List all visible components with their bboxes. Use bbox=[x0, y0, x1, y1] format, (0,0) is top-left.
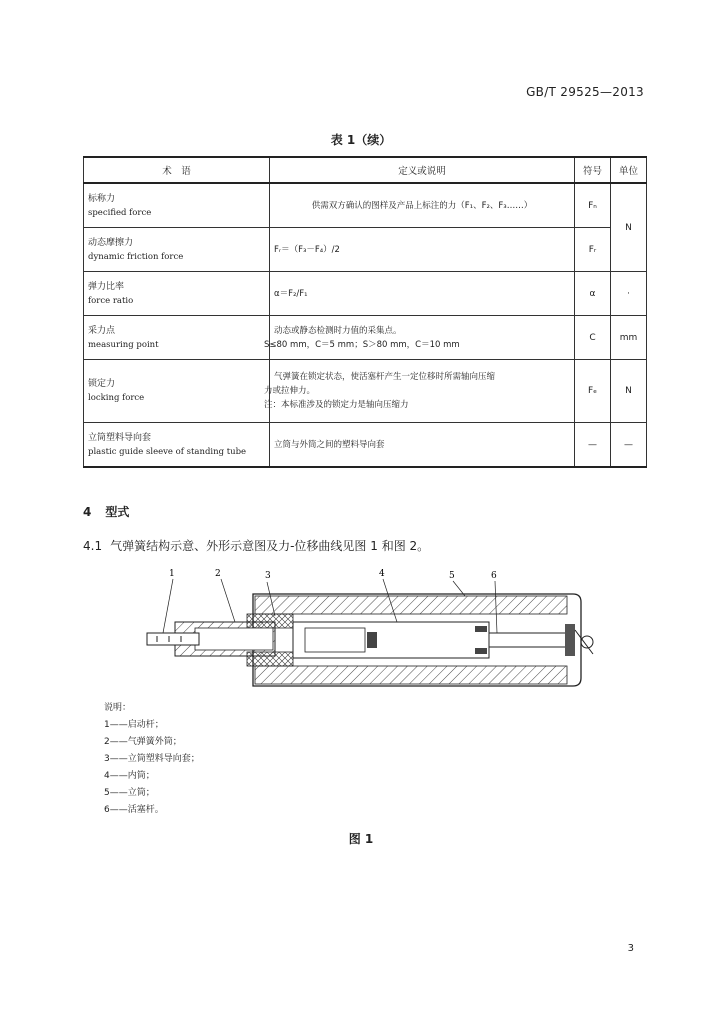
header-unit: 单位 bbox=[611, 157, 647, 183]
term-cell bbox=[84, 360, 270, 423]
symbol-cell: α bbox=[575, 272, 611, 316]
unit-cell: N bbox=[611, 360, 647, 423]
table-caption: 表 1（续） bbox=[330, 133, 392, 147]
term-zh: 采力点 bbox=[88, 325, 116, 336]
definition-line: S≤80 mm，C＝5 mm；S＞80 mm，C＝10 mm bbox=[264, 339, 460, 350]
term-en: measuring point bbox=[88, 339, 159, 350]
legend-item: 4——内筒； bbox=[104, 771, 155, 781]
table-row bbox=[84, 360, 647, 423]
header-symbol: 符号 bbox=[575, 157, 611, 183]
standing-tube-wall-bottom bbox=[255, 666, 567, 684]
term-cell bbox=[84, 228, 270, 272]
definition-cell bbox=[264, 316, 575, 360]
callout-2: 2 bbox=[215, 569, 221, 579]
table-row bbox=[84, 228, 647, 272]
legend-item: 1——启动杆； bbox=[104, 720, 164, 730]
term-cell bbox=[84, 183, 270, 228]
table-row bbox=[84, 272, 647, 316]
term-en: dynamic friction force bbox=[88, 251, 184, 262]
term-en: force ratio bbox=[88, 295, 134, 306]
term-en: specified force bbox=[88, 207, 152, 218]
definition-cell bbox=[264, 360, 575, 423]
definition-cell: 供需双方确认的图样及产品上标注的力（F₁、F₂、F₃……） bbox=[270, 183, 575, 228]
definition-line: 力或拉伸力。 bbox=[264, 386, 316, 396]
clause-number: 4.1 bbox=[83, 539, 103, 553]
unit-cell: N bbox=[611, 183, 647, 272]
term-en: plastic guide sleeve of standing tube bbox=[88, 446, 247, 457]
term-en: locking force bbox=[88, 393, 145, 403]
symbol-cell: Fₑ bbox=[575, 360, 611, 423]
unit-cell: · bbox=[611, 272, 647, 316]
clause-4-1 bbox=[83, 537, 429, 554]
term-cell bbox=[84, 272, 270, 316]
symbol-cell: C bbox=[575, 316, 611, 360]
term-cell bbox=[84, 423, 270, 468]
page-number: 3 bbox=[627, 943, 634, 954]
symbol-cell: Fᵣ bbox=[575, 228, 611, 272]
header-term: 术 语 bbox=[84, 157, 270, 183]
symbol-cell: Fₙ bbox=[575, 183, 611, 228]
term-zh: 动态摩擦力 bbox=[88, 237, 134, 248]
figure-caption: 图 1 bbox=[348, 832, 374, 846]
definition-cell: α＝F₂/F₁ bbox=[270, 272, 575, 316]
table-row bbox=[84, 423, 647, 468]
callout-5: 5 bbox=[449, 571, 455, 581]
standard-number: GB/T 29525—2013 bbox=[526, 85, 644, 99]
legend-item: 2——气弹簧外筒； bbox=[104, 737, 182, 747]
term-zh: 锁定力 bbox=[88, 379, 116, 389]
section-heading bbox=[83, 503, 143, 520]
end-cap bbox=[565, 624, 575, 656]
standing-tube-wall-top bbox=[255, 596, 567, 614]
table-row bbox=[84, 183, 647, 228]
symbol-cell: — bbox=[575, 423, 611, 468]
starter-rod bbox=[147, 633, 199, 645]
header-definition: 定义或说明 bbox=[270, 157, 575, 183]
legend-item: 3——立筒塑料导向套； bbox=[104, 754, 200, 764]
definition-line: 气弹簧在锁定状态，使活塞杆产生一定位移时所需轴向压缩 bbox=[274, 372, 496, 382]
term-zh: 立筒塑料导向套 bbox=[88, 432, 152, 443]
definition-cell: Fᵣ＝（F₃－F₄）/2 bbox=[270, 228, 575, 272]
callout-4: 4 bbox=[379, 569, 385, 579]
clause-text: 气弹簧结构示意、外形示意图及力-位移曲线见图 1 和图 2。 bbox=[110, 539, 430, 553]
table-row bbox=[84, 316, 647, 360]
table-header-row bbox=[84, 157, 647, 183]
term-zh: 弹力比率 bbox=[88, 281, 125, 292]
legend-item: 5——立筒； bbox=[104, 788, 155, 798]
definition-note: 注：本标准涉及的锁定力是轴向压缩力 bbox=[264, 400, 409, 410]
section-title: 型式 bbox=[105, 505, 130, 519]
unit-cell: mm bbox=[611, 316, 647, 360]
term-cell bbox=[84, 316, 270, 360]
figure-legend bbox=[104, 700, 200, 819]
terms-table bbox=[83, 156, 647, 468]
legend-title: 说明： bbox=[104, 703, 132, 713]
definition-line: 动态或静态检测时力值的采集点。 bbox=[274, 325, 402, 336]
section-number: 4 bbox=[83, 505, 92, 519]
callout-1: 1 bbox=[169, 569, 175, 579]
valve-seal bbox=[367, 632, 377, 648]
legend-item: 6——活塞杆。 bbox=[104, 805, 164, 815]
unit-cell: — bbox=[611, 423, 647, 468]
definition-cell: 立筒与外筒之间的塑料导向套 bbox=[270, 423, 575, 468]
callout-6: 6 bbox=[491, 571, 497, 581]
piston-rod bbox=[489, 633, 569, 647]
term-zh: 标称力 bbox=[88, 193, 116, 204]
inner-tube bbox=[293, 622, 489, 658]
callout-3: 3 bbox=[265, 571, 271, 581]
gas-spring-diagram bbox=[135, 562, 605, 697]
